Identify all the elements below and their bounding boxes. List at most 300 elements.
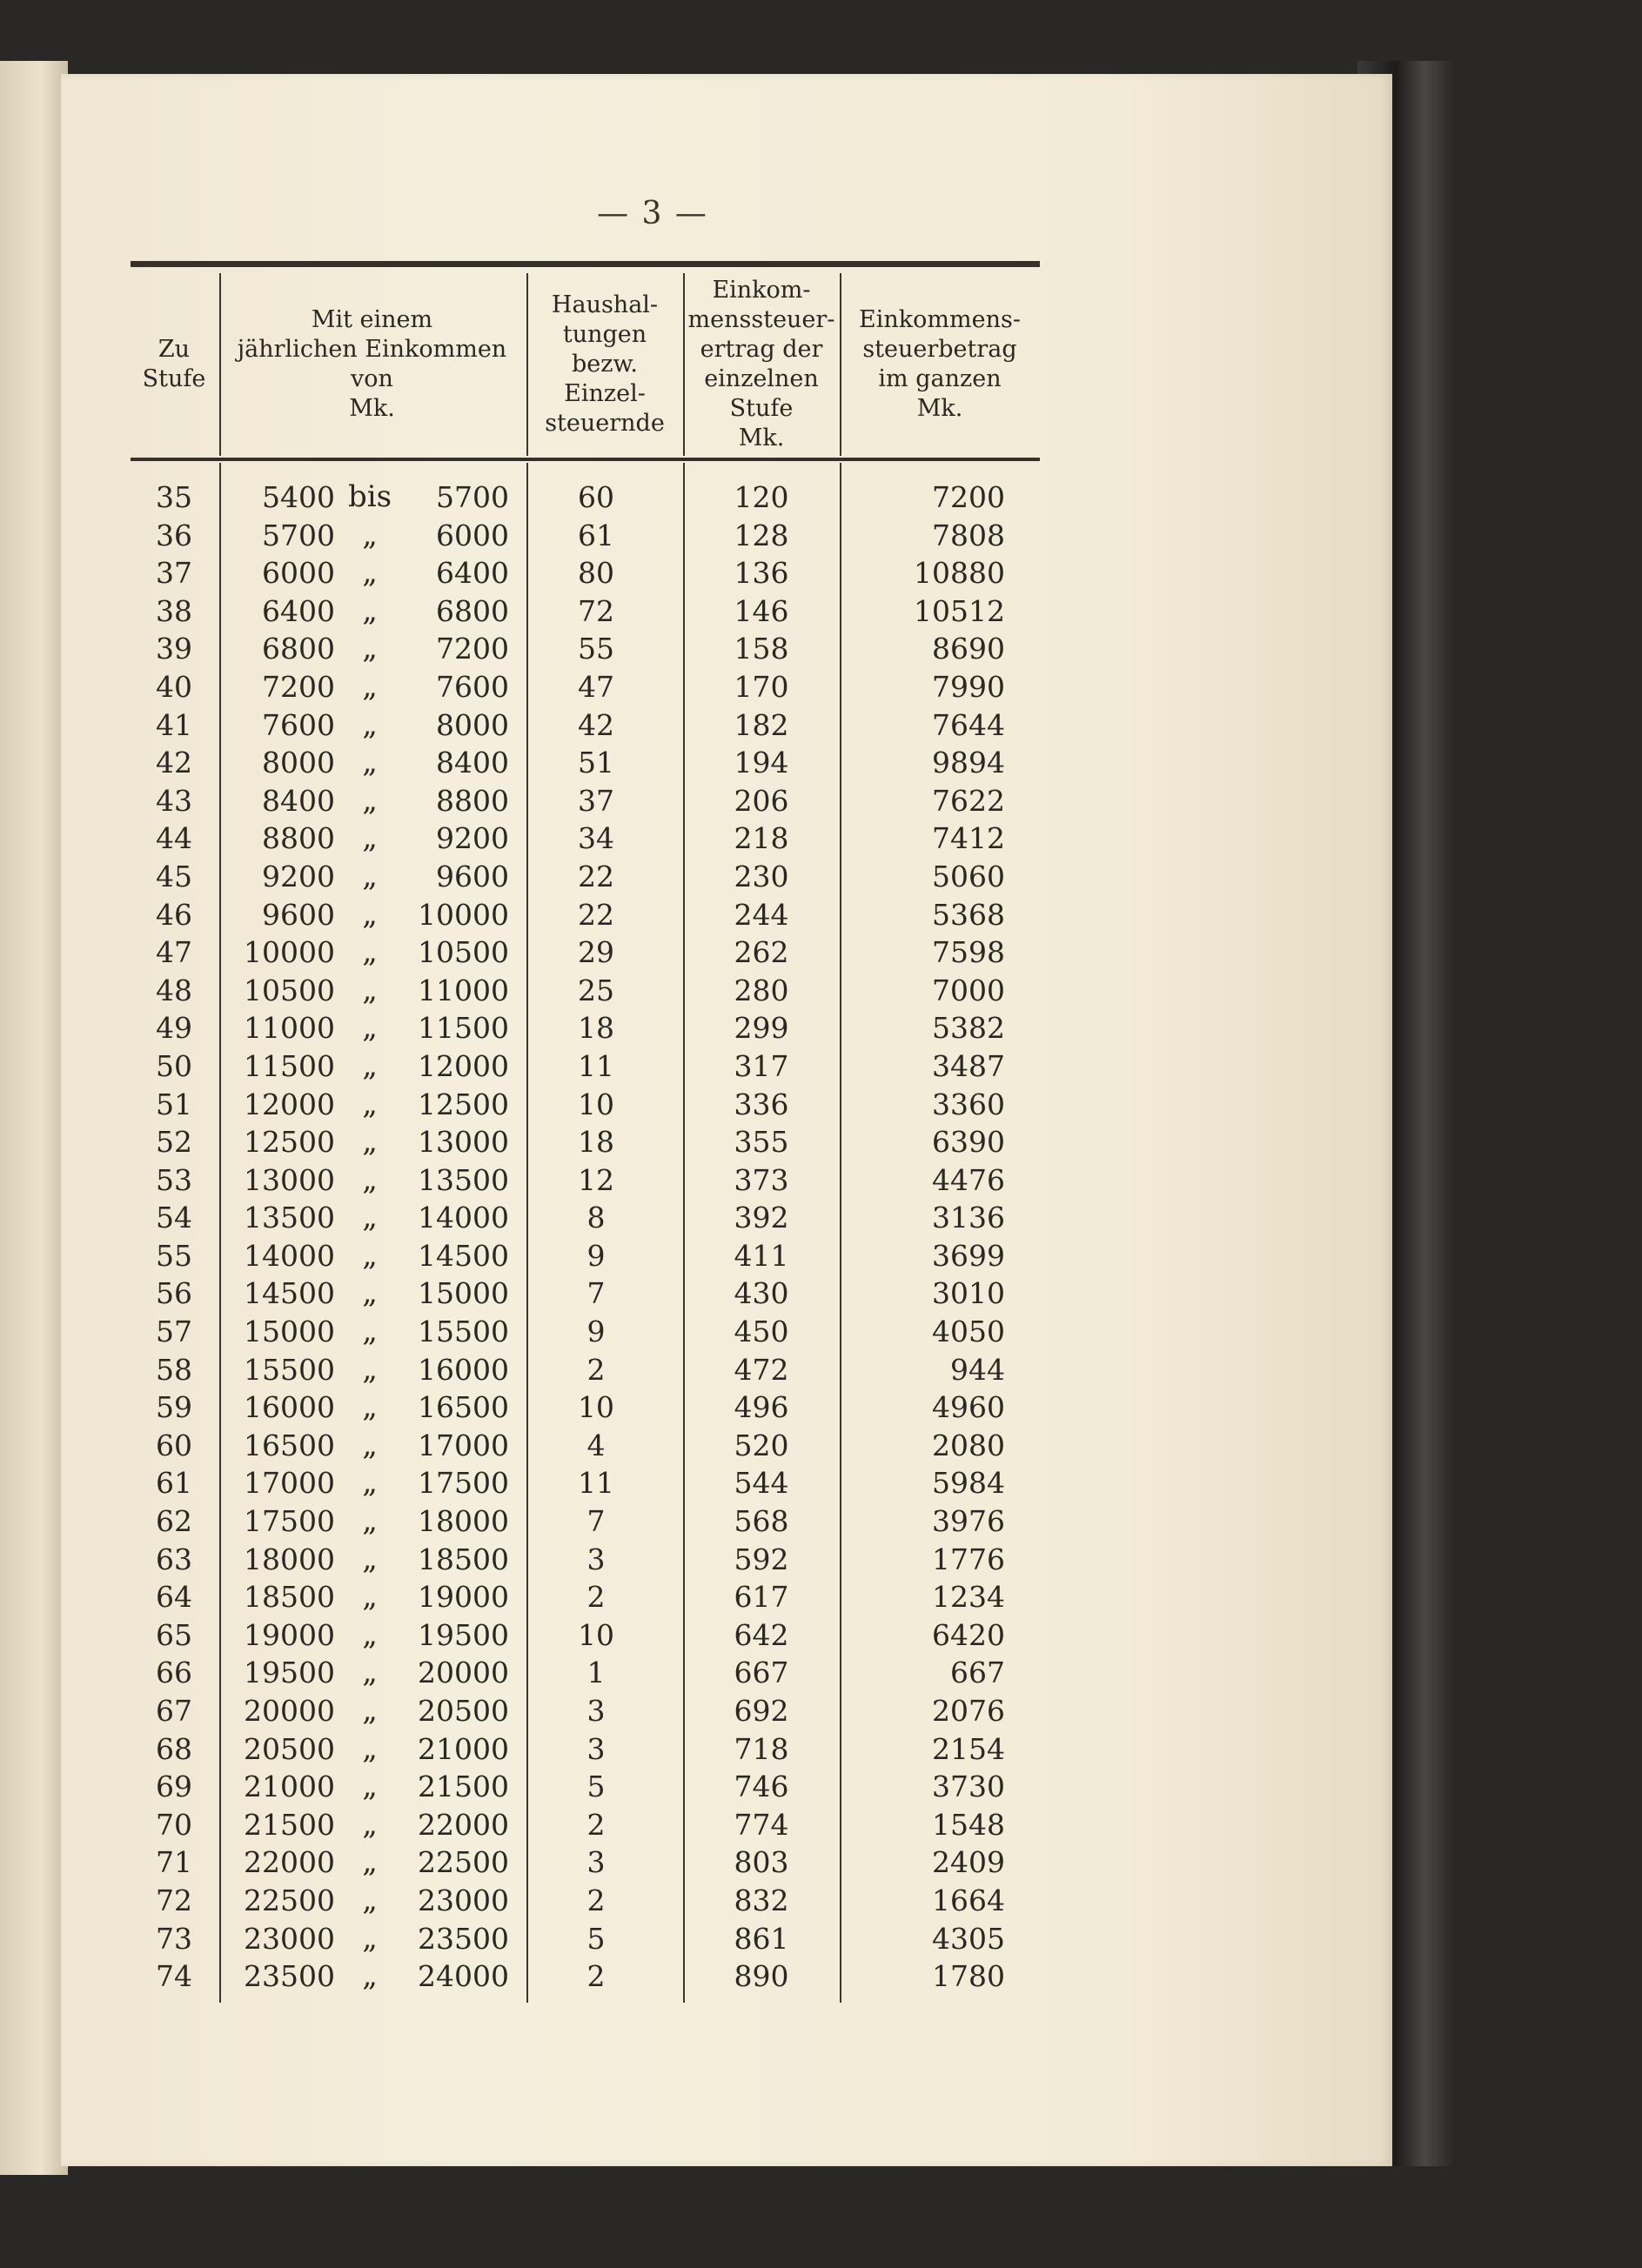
cell-stufe: 49 (156, 1011, 192, 1046)
table-row (131, 1237, 1040, 1275)
cell-stufe: 43 (156, 783, 192, 818)
header-betrag: Einkommens- steuerbetrag im ganzen Mk. (859, 306, 1021, 422)
cell-betrag: 3976 (932, 1504, 1005, 1539)
cell-haushaltungen: 7 (586, 1504, 606, 1539)
cell-von: 10500 (244, 973, 335, 1007)
cell-von: 15000 (244, 1315, 335, 1349)
cell-bis-word: „ (362, 1920, 378, 1956)
table-row (131, 1009, 1040, 1047)
cell-betrag: 5984 (932, 1466, 1005, 1501)
cell-bis: 21000 (418, 1731, 509, 1766)
header-divider (840, 273, 841, 456)
cell-bis-word: „ (362, 972, 378, 1007)
cell-betrag: 2154 (932, 1731, 1005, 1766)
cell-bis: 15000 (418, 1276, 509, 1311)
table-row (131, 1161, 1040, 1200)
cell-bis-word: „ (362, 1237, 378, 1273)
cell-von: 7600 (262, 707, 335, 742)
table-row (131, 744, 1040, 782)
cell-haushaltungen: 22 (578, 897, 614, 932)
cell-stufe: 61 (156, 1466, 192, 1501)
cell-von: 7200 (262, 669, 335, 704)
cell-von: 5700 (262, 518, 335, 552)
cell-betrag: 10512 (914, 593, 1005, 628)
cell-bis: 10500 (418, 935, 509, 970)
cell-betrag: 1548 (932, 1807, 1005, 1842)
cell-von: 18000 (244, 1542, 335, 1576)
cell-ertrag: 182 (734, 707, 789, 742)
cell-haushaltungen: 18 (578, 1011, 614, 1046)
cell-ertrag: 450 (734, 1315, 789, 1349)
cell-betrag: 1780 (932, 1959, 1005, 1994)
cell-von: 11000 (244, 1011, 335, 1046)
cell-betrag: 5368 (932, 897, 1005, 932)
table-row (131, 1957, 1040, 1996)
cell-haushaltungen: 8 (586, 1201, 606, 1235)
cell-bis-word: „ (362, 517, 378, 552)
cell-stufe: 36 (156, 518, 192, 552)
cell-ertrag: 299 (734, 1011, 789, 1046)
cell-bis: 17000 (418, 1428, 509, 1462)
table-row (131, 1199, 1040, 1237)
cell-ertrag: 568 (734, 1504, 789, 1539)
cell-von: 21500 (244, 1807, 335, 1842)
cell-bis-word: „ (362, 1769, 378, 1804)
cell-betrag: 3010 (932, 1276, 1005, 1311)
table-row (131, 554, 1040, 592)
cell-von: 20500 (244, 1731, 335, 1766)
cell-ertrag: 355 (734, 1125, 789, 1160)
cell-betrag: 4050 (932, 1315, 1005, 1349)
cell-haushaltungen: 5 (586, 1921, 606, 1956)
cell-bis-word: „ (362, 1693, 378, 1728)
table-row (131, 1654, 1040, 1692)
cell-von: 12000 (244, 1087, 335, 1121)
table-body (131, 478, 1040, 1996)
cell-betrag: 7598 (932, 935, 1005, 970)
cell-bis: 19500 (418, 1617, 509, 1652)
cell-bis: 17500 (418, 1466, 509, 1501)
cell-haushaltungen: 25 (578, 973, 614, 1007)
cell-von: 6000 (262, 556, 335, 591)
cell-bis-word: „ (362, 1616, 378, 1652)
cell-bis-word: bis (347, 479, 392, 514)
table-row (131, 782, 1040, 820)
cell-bis: 12000 (418, 1048, 509, 1083)
cell-stufe: 52 (156, 1125, 192, 1160)
cell-von: 13500 (244, 1201, 335, 1235)
cell-bis: 11500 (418, 1011, 509, 1046)
cell-haushaltungen: 55 (578, 632, 614, 666)
cell-bis: 16000 (418, 1352, 509, 1387)
cell-von: 19000 (244, 1617, 335, 1652)
header-ertrag: Einkom- menssteuer- ertrag der einzelnen Stufe Mk. (687, 277, 835, 452)
cell-stufe: 62 (156, 1504, 192, 1539)
cell-ertrag: 411 (734, 1238, 789, 1273)
cell-ertrag: 718 (734, 1731, 789, 1766)
cell-von: 22000 (244, 1845, 335, 1880)
cell-stufe: 65 (156, 1617, 192, 1652)
cell-bis-word: „ (362, 1541, 378, 1576)
cell-bis-word: „ (362, 1958, 378, 1994)
table-row (131, 1313, 1040, 1351)
cell-betrag: 10880 (914, 556, 1005, 591)
cell-bis-word: „ (362, 1389, 378, 1425)
table-row (131, 1692, 1040, 1730)
cell-stufe: 47 (156, 935, 192, 970)
cell-bis-word: „ (362, 592, 378, 628)
cell-stufe: 48 (156, 973, 192, 1007)
cell-betrag: 7000 (932, 973, 1005, 1007)
cell-stufe: 46 (156, 897, 192, 932)
header-einkommen: Mit einem jährlichen Einkommen von Mk. (237, 306, 507, 422)
cell-bis-word: „ (362, 1047, 378, 1083)
cell-von: 9200 (262, 859, 335, 893)
cell-ertrag: 218 (734, 821, 789, 856)
cell-bis: 10000 (418, 897, 509, 932)
table-row (131, 1882, 1040, 1920)
table-row (131, 933, 1040, 972)
cell-bis: 11000 (418, 973, 509, 1007)
cell-ertrag: 262 (734, 935, 789, 970)
cell-stufe: 71 (156, 1845, 192, 1880)
cell-bis: 21500 (418, 1770, 509, 1804)
table-row (131, 1274, 1040, 1313)
cell-betrag: 2409 (932, 1845, 1005, 1880)
cell-bis-word: „ (362, 1314, 378, 1349)
cell-bis-word: „ (362, 1086, 378, 1121)
cell-bis-word: „ (362, 555, 378, 591)
cell-von: 10000 (244, 935, 335, 970)
cell-bis-word: „ (362, 858, 378, 893)
cell-haushaltungen: 3 (586, 1731, 606, 1766)
page-number: — 3 — (597, 196, 708, 231)
cell-von: 16500 (244, 1428, 335, 1462)
cell-stufe: 70 (156, 1807, 192, 1842)
cell-bis-word: „ (362, 1579, 378, 1615)
table-row (131, 972, 1040, 1010)
cell-ertrag: 146 (734, 593, 789, 628)
cell-ertrag: 472 (734, 1352, 789, 1387)
cell-ertrag: 803 (734, 1845, 789, 1880)
cell-betrag: 5060 (932, 859, 1005, 893)
cell-bis-word: „ (362, 1655, 378, 1690)
cell-ertrag: 392 (734, 1201, 789, 1235)
cell-stufe: 54 (156, 1201, 192, 1235)
cell-stufe: 40 (156, 669, 192, 704)
cell-haushaltungen: 18 (578, 1125, 614, 1160)
cell-ertrag: 667 (734, 1656, 789, 1690)
cell-bis: 6000 (436, 518, 509, 552)
cell-von: 21000 (244, 1770, 335, 1804)
table-row (131, 896, 1040, 934)
cell-stufe: 56 (156, 1276, 192, 1311)
cell-von: 6800 (262, 632, 335, 666)
cell-haushaltungen: 37 (578, 783, 614, 818)
cell-stufe: 55 (156, 1238, 192, 1273)
cell-betrag: 5382 (932, 1011, 1005, 1046)
cell-von: 22500 (244, 1883, 335, 1917)
cell-bis: 5700 (436, 480, 509, 514)
cell-betrag: 6420 (932, 1617, 1005, 1652)
cell-bis-word: „ (362, 1882, 378, 1917)
header-divider (683, 273, 685, 456)
cell-bis: 9200 (436, 821, 509, 856)
header-divider (219, 273, 221, 456)
cell-haushaltungen: 5 (586, 1770, 606, 1804)
table-row (131, 820, 1040, 858)
cell-bis: 13000 (418, 1125, 509, 1160)
cell-haushaltungen: 2 (586, 1959, 606, 1994)
cell-haushaltungen: 61 (578, 518, 614, 552)
cell-haushaltungen: 80 (578, 556, 614, 591)
cell-bis: 18000 (418, 1504, 509, 1539)
cell-stufe: 35 (156, 480, 192, 514)
cell-bis-word: „ (362, 820, 378, 856)
cell-betrag: 7200 (932, 480, 1005, 514)
cell-bis: 20000 (418, 1656, 509, 1690)
cell-von: 5400 (262, 480, 335, 514)
cell-stufe: 60 (156, 1428, 192, 1462)
cell-bis-word: „ (362, 1200, 378, 1235)
cell-bis-word: „ (362, 1161, 378, 1197)
cell-stufe: 69 (156, 1770, 192, 1804)
cell-stufe: 66 (156, 1656, 192, 1690)
cell-betrag: 7644 (932, 707, 1005, 742)
adjacent-page-edge (0, 61, 68, 2175)
cell-stufe: 59 (156, 1390, 192, 1425)
cell-bis-word: „ (362, 1010, 378, 1046)
cell-bis-word: „ (362, 1806, 378, 1842)
cell-von: 14500 (244, 1276, 335, 1311)
cell-haushaltungen: 1 (586, 1656, 606, 1690)
cell-ertrag: 194 (734, 746, 789, 780)
cell-haushaltungen: 4 (586, 1428, 606, 1462)
cell-haushaltungen: 3 (586, 1542, 606, 1576)
cell-betrag: 7808 (932, 518, 1005, 552)
cell-betrag: 3487 (932, 1048, 1005, 1083)
table-row (131, 1123, 1040, 1161)
cell-bis: 18500 (418, 1542, 509, 1576)
cell-bis: 6400 (436, 556, 509, 591)
cell-von: 8800 (262, 821, 335, 856)
header-stufe: Zu Stufe (142, 336, 206, 392)
cell-bis: 8400 (436, 746, 509, 780)
cell-bis: 8000 (436, 707, 509, 742)
cell-haushaltungen: 3 (586, 1845, 606, 1880)
cell-von: 6400 (262, 593, 335, 628)
table-row (131, 1427, 1040, 1465)
table-row (131, 592, 1040, 631)
cell-stufe: 42 (156, 746, 192, 780)
cell-ertrag: 230 (734, 859, 789, 893)
cell-von: 12500 (244, 1125, 335, 1160)
cell-bis-word: „ (362, 782, 378, 818)
cell-ertrag: 642 (734, 1617, 789, 1652)
cell-stufe: 72 (156, 1883, 192, 1917)
cell-betrag: 3136 (932, 1201, 1005, 1235)
cell-ertrag: 617 (734, 1580, 789, 1615)
cell-betrag: 1234 (932, 1580, 1005, 1615)
cell-bis: 15500 (418, 1315, 509, 1349)
cell-ertrag: 774 (734, 1807, 789, 1842)
cell-stufe: 68 (156, 1731, 192, 1766)
table-row (131, 1578, 1040, 1616)
table-header (131, 273, 1040, 456)
table-top-rule (131, 261, 1040, 267)
cell-ertrag: 430 (734, 1276, 789, 1311)
table-row (131, 1502, 1040, 1541)
cell-bis: 22500 (418, 1845, 509, 1880)
table-row (131, 1388, 1040, 1427)
cell-bis: 20500 (418, 1694, 509, 1728)
cell-ertrag: 128 (734, 518, 789, 552)
table-row (131, 1541, 1040, 1579)
cell-bis: 7200 (436, 632, 509, 666)
cell-stufe: 45 (156, 859, 192, 893)
cell-bis-word: „ (362, 1124, 378, 1160)
cell-haushaltungen: 2 (586, 1883, 606, 1917)
cell-von: 18500 (244, 1580, 335, 1615)
table-row (131, 1047, 1040, 1086)
cell-betrag: 3730 (932, 1770, 1005, 1804)
cell-haushaltungen: 34 (578, 821, 614, 856)
cell-betrag: 667 (950, 1656, 1005, 1690)
cell-ertrag: 136 (734, 556, 789, 591)
cell-bis: 8800 (436, 783, 509, 818)
cell-haushaltungen: 11 (578, 1466, 614, 1501)
cell-betrag: 6390 (932, 1125, 1005, 1160)
cell-haushaltungen: 60 (578, 480, 614, 514)
cell-bis: 12500 (418, 1087, 509, 1121)
cell-betrag: 8690 (932, 632, 1005, 666)
cell-haushaltungen: 7 (586, 1276, 606, 1311)
cell-bis-word: „ (362, 745, 378, 780)
cell-betrag: 1664 (932, 1883, 1005, 1917)
cell-von: 11500 (244, 1048, 335, 1083)
cell-haushaltungen: 9 (586, 1238, 606, 1273)
cell-betrag: 7622 (932, 783, 1005, 818)
cell-stufe: 58 (156, 1352, 192, 1387)
table-row (131, 858, 1040, 896)
cell-betrag: 2076 (932, 1694, 1005, 1728)
cell-betrag: 7412 (932, 821, 1005, 856)
cell-von: 8400 (262, 783, 335, 818)
cell-stufe: 38 (156, 593, 192, 628)
table-row (131, 1086, 1040, 1124)
cell-stufe: 64 (156, 1580, 192, 1615)
cell-haushaltungen: 10 (578, 1087, 614, 1121)
cell-bis-word: „ (362, 1427, 378, 1462)
cell-haushaltungen: 10 (578, 1617, 614, 1652)
cell-bis: 23000 (418, 1883, 509, 1917)
cell-betrag: 2080 (932, 1428, 1005, 1462)
cell-stufe: 37 (156, 556, 192, 591)
cell-bis-word: „ (362, 631, 378, 666)
cell-ertrag: 861 (734, 1921, 789, 1956)
cell-stufe: 63 (156, 1542, 192, 1576)
cell-bis-word: „ (362, 668, 378, 704)
cell-haushaltungen: 29 (578, 935, 614, 970)
cell-stufe: 57 (156, 1315, 192, 1349)
cell-ertrag: 890 (734, 1959, 789, 1994)
cell-bis: 7600 (436, 669, 509, 704)
cell-bis-word: „ (362, 934, 378, 970)
cell-von: 19500 (244, 1656, 335, 1690)
cell-ertrag: 206 (734, 783, 789, 818)
cell-bis-word: „ (362, 1275, 378, 1311)
cell-von: 14000 (244, 1238, 335, 1273)
cell-haushaltungen: 11 (578, 1048, 614, 1083)
cell-bis: 14500 (418, 1238, 509, 1273)
table-row (131, 668, 1040, 706)
cell-von: 9600 (262, 897, 335, 932)
cell-stufe: 51 (156, 1087, 192, 1121)
cell-bis: 22000 (418, 1807, 509, 1842)
cell-bis: 19000 (418, 1580, 509, 1615)
cell-bis-word: „ (362, 1465, 378, 1501)
cell-ertrag: 746 (734, 1770, 789, 1804)
cell-stufe: 67 (156, 1694, 192, 1728)
cell-stufe: 73 (156, 1921, 192, 1956)
cell-haushaltungen: 3 (586, 1694, 606, 1728)
cell-haushaltungen: 22 (578, 859, 614, 893)
cell-bis-word: „ (362, 706, 378, 742)
cell-von: 16000 (244, 1390, 335, 1425)
cell-bis-word: „ (362, 896, 378, 932)
cell-bis: 24000 (418, 1959, 509, 1994)
cell-ertrag: 170 (734, 669, 789, 704)
table-row (131, 630, 1040, 668)
cell-ertrag: 520 (734, 1428, 789, 1462)
cell-bis-word: „ (362, 1844, 378, 1880)
cell-betrag: 1776 (932, 1542, 1005, 1576)
table-row (131, 706, 1040, 745)
cell-bis: 23500 (418, 1921, 509, 1956)
cell-von: 23000 (244, 1921, 335, 1956)
header-haushaltungen: Haushal- tungen bezw. Einzel- steuernde (545, 291, 665, 437)
cell-stufe: 39 (156, 632, 192, 666)
cell-bis-word: „ (362, 1503, 378, 1539)
cell-ertrag: 832 (734, 1883, 789, 1917)
table-row (131, 1464, 1040, 1502)
cell-bis: 13500 (418, 1162, 509, 1197)
cell-ertrag: 244 (734, 897, 789, 932)
cell-ertrag: 336 (734, 1087, 789, 1121)
cell-stufe: 41 (156, 707, 192, 742)
cell-betrag: 9894 (932, 746, 1005, 780)
cell-bis: 9600 (436, 859, 509, 893)
cell-von: 17500 (244, 1504, 335, 1539)
table-row (131, 1768, 1040, 1806)
cell-stufe: 50 (156, 1048, 192, 1083)
cell-von: 15500 (244, 1352, 335, 1387)
table-row (131, 1920, 1040, 1958)
cell-betrag: 4476 (932, 1162, 1005, 1197)
header-bottom-rule (131, 458, 1040, 461)
cell-ertrag: 280 (734, 973, 789, 1007)
cell-von: 8000 (262, 746, 335, 780)
cell-von: 20000 (244, 1694, 335, 1728)
cell-bis: 16500 (418, 1390, 509, 1425)
cell-ertrag: 692 (734, 1694, 789, 1728)
cell-ertrag: 373 (734, 1162, 789, 1197)
table-row (131, 1806, 1040, 1844)
cell-von: 23500 (244, 1959, 335, 1994)
cell-haushaltungen: 2 (586, 1580, 606, 1615)
cell-haushaltungen: 2 (586, 1352, 606, 1387)
cell-betrag: 3360 (932, 1087, 1005, 1121)
